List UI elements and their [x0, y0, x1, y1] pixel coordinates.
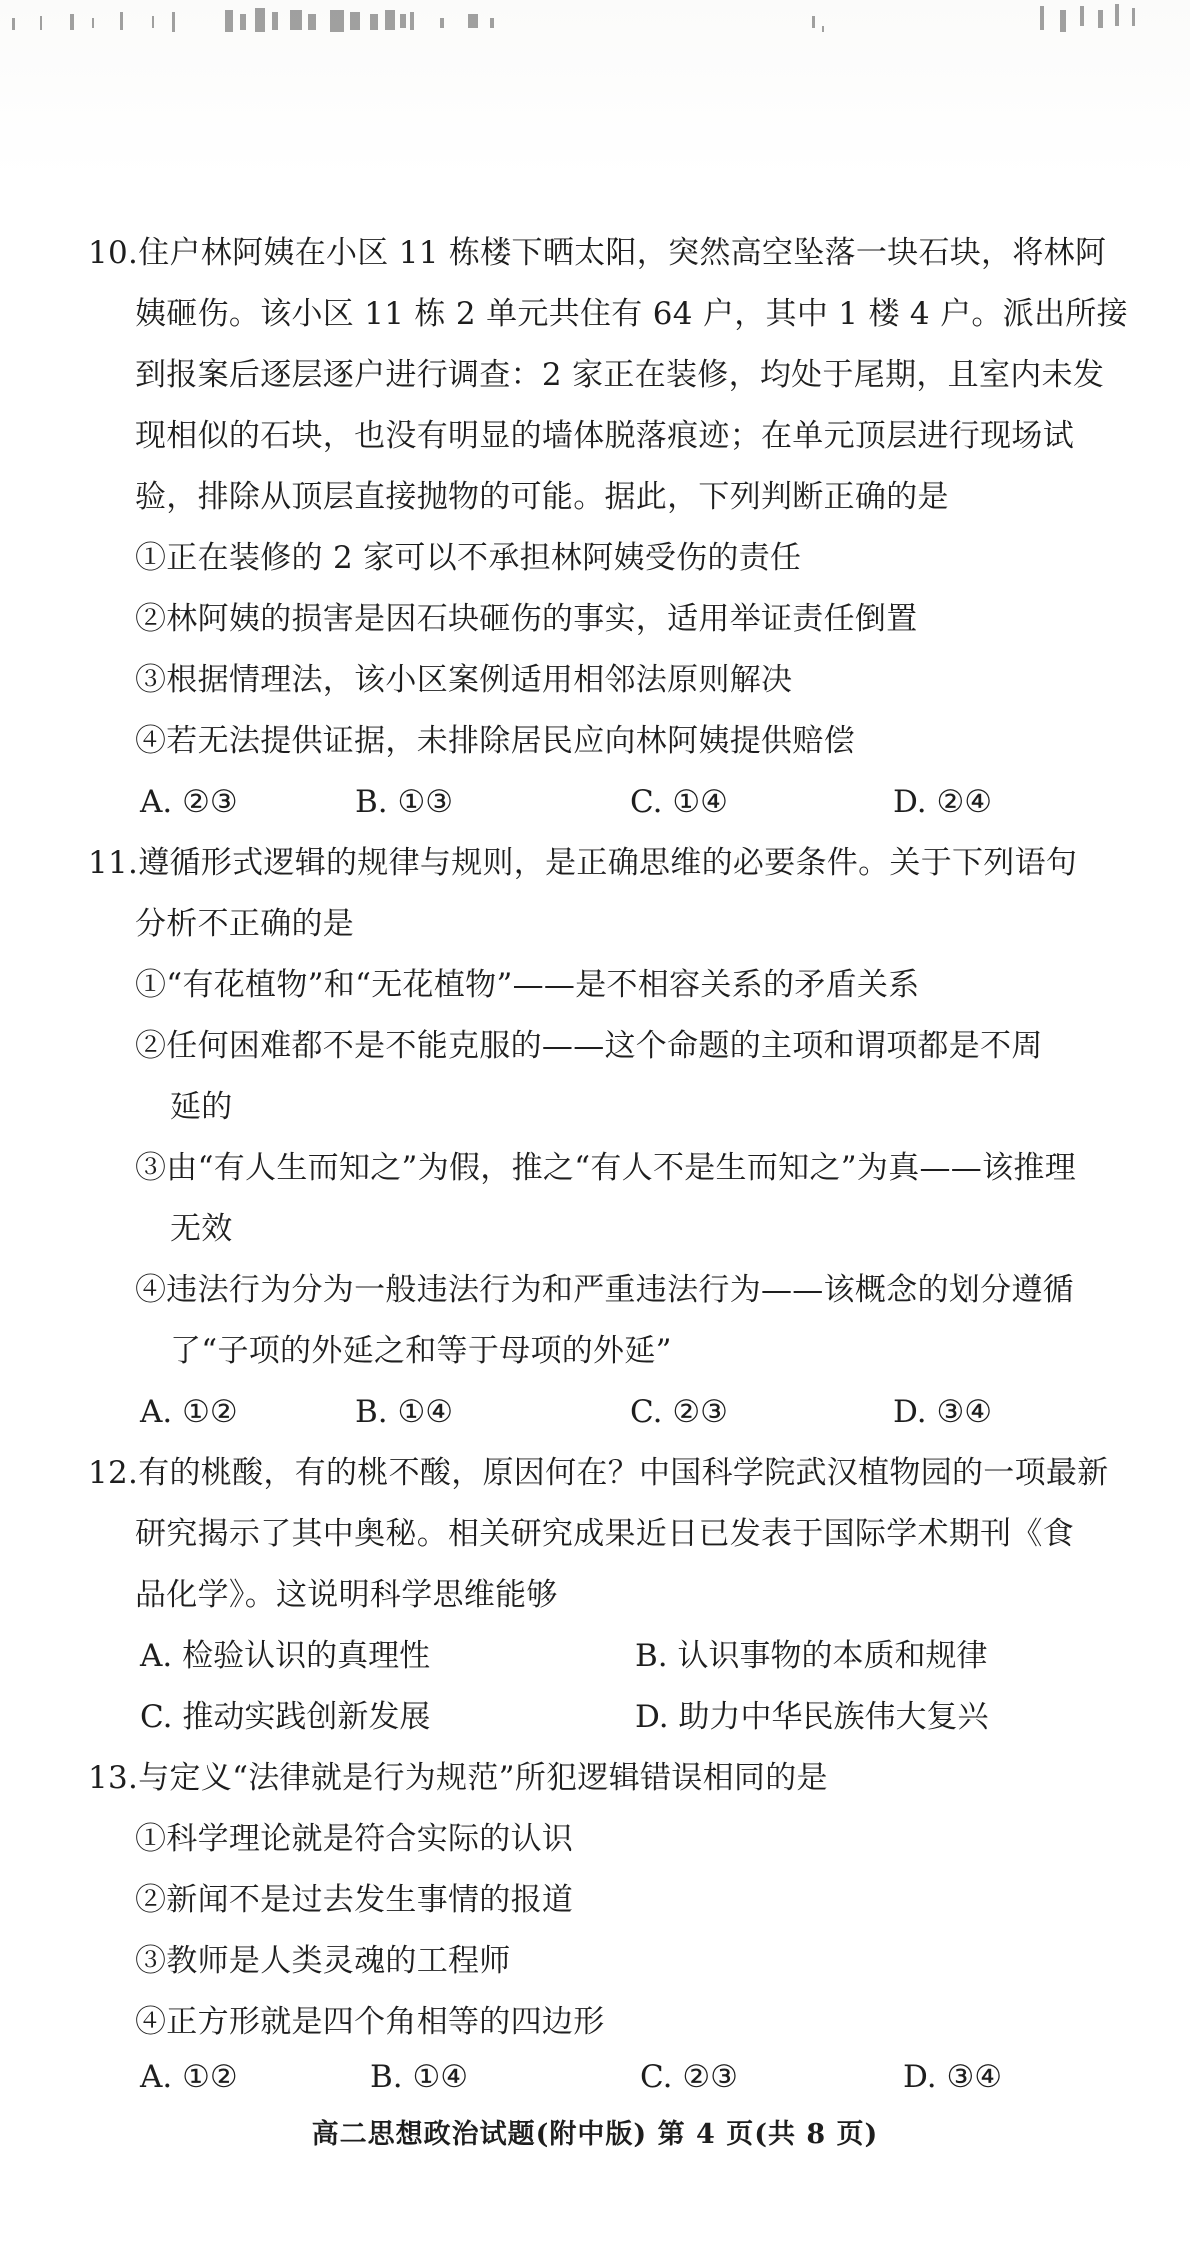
question-number: 13. [88, 1760, 139, 1796]
statement-item: ①正在装修的 2 家可以不承担林阿姨受伤的责任 [135, 540, 802, 576]
question-stem-line: 与定义“法律就是行为规范”所犯逻辑错误相同的是 [138, 1760, 828, 1796]
answer-option-b: B. ①③ [355, 784, 454, 820]
answer-option-c: C. ①④ [630, 784, 728, 820]
question-stem-line: 验，排除从顶层直接抛物的可能。据此，下列判断正确的是 [135, 479, 949, 515]
question-stem-line: 品化学》。这说明科学思维能够 [135, 1577, 558, 1613]
question-stem-line: 姨砸伤。该小区 11 栋 2 单元共住有 64 户，其中 1 楼 4 户。派出所接 [135, 296, 1128, 332]
statement-item: ③教师是人类灵魂的工程师 [135, 1943, 511, 1979]
answer-option-b: B. ①④ [370, 2059, 469, 2095]
answer-option-a: A. ①② [140, 2059, 238, 2095]
scan-edge-marks [0, 0, 1190, 46]
statement-item: ③由“有人生而知之”为假，推之“有人不是生而知之”为真——该推理 [135, 1150, 1076, 1186]
question-stem-line: 分析不正确的是 [135, 906, 355, 942]
statement-item-continued: 了“子项的外延之和等于母项的外延” [170, 1333, 672, 1369]
answer-option-d: D. ③④ [893, 1394, 993, 1430]
statement-item-continued: 无效 [170, 1211, 233, 1247]
question-number: 10. [88, 235, 139, 271]
answer-option-c: C. ②③ [630, 1394, 728, 1430]
question-number: 12. [88, 1455, 139, 1491]
question-number: 11. [88, 845, 139, 881]
question-stem-line: 遵循形式逻辑的规律与规则，是正确思维的必要条件。关于下列语句 [138, 845, 1078, 881]
statement-item: ①“有花植物”和“无花植物”——是不相容关系的矛盾关系 [135, 967, 920, 1003]
statement-item: ②任何困难都不是不能克服的——这个命题的主项和谓项都是不周 [135, 1028, 1043, 1064]
answer-option-a: A. ②③ [140, 784, 238, 820]
question-stem-line: 到报案后逐层逐户进行调查：2 家正在装修，均处于尾期，且室内未发 [135, 357, 1105, 393]
statement-item: ②林阿姨的损害是因石块砸伤的事实，适用举证责任倒置 [135, 601, 918, 637]
answer-option-b: B. ①④ [355, 1394, 454, 1430]
answer-option-b: B. 认识事物的本质和规律 [635, 1638, 988, 1674]
answer-option-d: D. 助力中华民族伟大复兴 [635, 1699, 989, 1735]
statement-item: ④正方形就是四个角相等的四边形 [135, 2004, 605, 2040]
answer-option-a: A. 检验认识的真理性 [140, 1638, 431, 1674]
question-stem-line: 有的桃酸，有的桃不酸，原因何在？中国科学院武汉植物园的一项最新 [138, 1455, 1109, 1491]
answer-option-d: D. ③④ [903, 2059, 1003, 2095]
answer-option-d: D. ②④ [893, 784, 993, 820]
question-stem-line: 研究揭示了其中奥秘。相关研究成果近日已发表于国际学术期刊《食 [135, 1516, 1074, 1552]
answer-option-a: A. ①② [140, 1394, 238, 1430]
statement-item: ②新闻不是过去发生事情的报道 [135, 1882, 574, 1918]
statement-item-continued: 延的 [170, 1089, 233, 1125]
answer-option-c: C. ②③ [640, 2059, 738, 2095]
question-stem-line: 现相似的石块，也没有明显的墙体脱落痕迹；在单元顶层进行现场试 [135, 418, 1074, 454]
statement-item: ①科学理论就是符合实际的认识 [135, 1821, 574, 1857]
answer-option-c: C. 推动实践创新发展 [140, 1699, 431, 1735]
statement-item: ④违法行为分为一般违法行为和严重违法行为——该概念的划分遵循 [135, 1272, 1074, 1308]
statement-item: ③根据情理法，该小区案例适用相邻法原则解决 [135, 662, 793, 698]
question-stem-line: 住户林阿姨在小区 11 栋楼下晒太阳，突然高空坠落一块石块，将林阿 [138, 235, 1107, 271]
page-footer: 高二思想政治试题(附中版) 第 4 页(共 8 页) [311, 2119, 879, 2150]
statement-item: ④若无法提供证据，未排除居民应向林阿姨提供赔偿 [135, 723, 855, 759]
